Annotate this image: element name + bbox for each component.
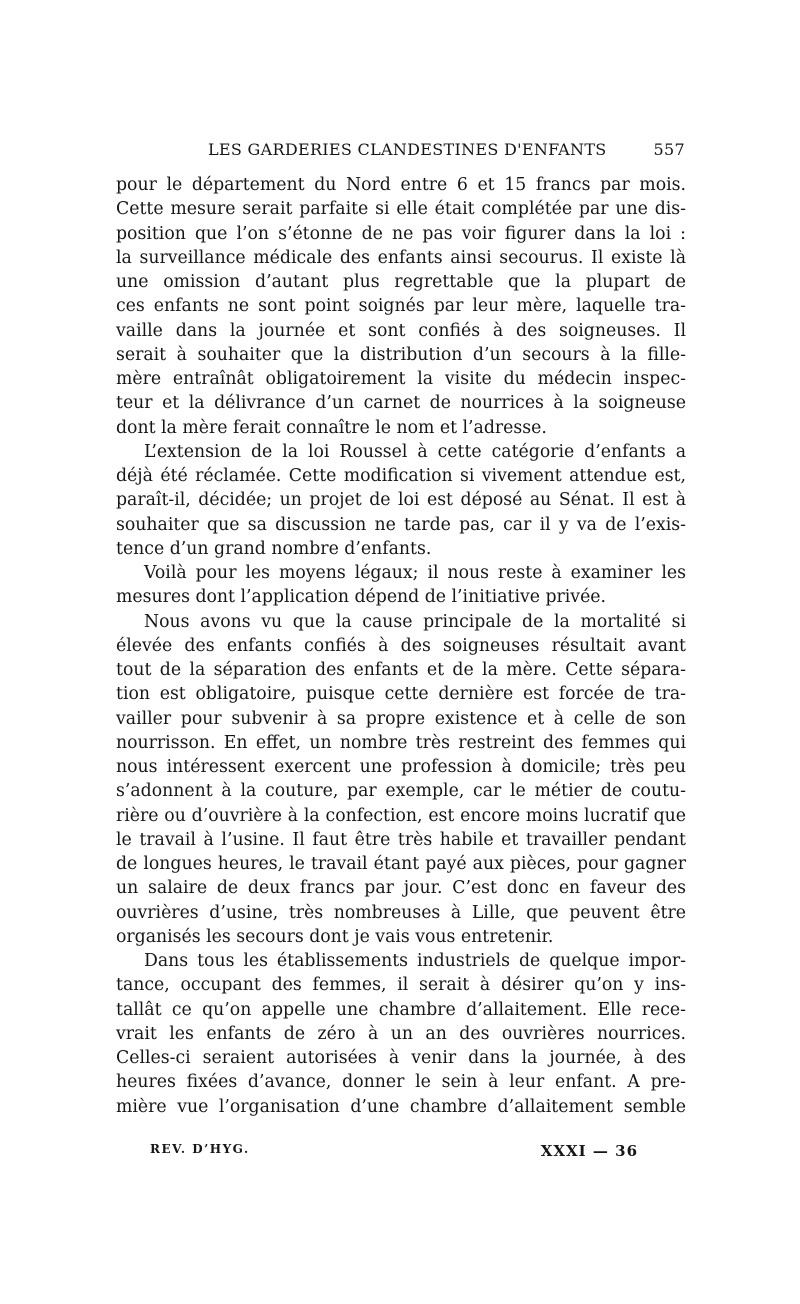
text-line: Cette mesure serait parfaite si elle était complétée par une dis- [116,199,686,220]
signature-mark: XXXI — 36 [540,1142,638,1160]
text-line: mière vue l’organisation d’une chambre d’allaitement semble [116,1096,686,1117]
text-line: Voilà pour les moyens légaux; il nous reste à examiner les [144,563,686,583]
text-line: nourrisson. En effet, un nombre très restreint des femmes qui [116,732,686,753]
text-line: nous intéressent exercent une profession à domicile; très peu [116,757,686,777]
text-line: Nous avons vu que la cause principale de la mortalité si [144,611,686,632]
text-line: vaille dans la journée et sont confiés à des soigneuses. Il [116,320,686,341]
text-line: paraît-il, décidée; un projet de loi est déposé au Sénat. Il est à [116,490,686,511]
text-line: tence d’un grand nombre d’enfants. [116,538,432,559]
text-line: s’adonnent à la couture, par exemple, car le métier de coutu- [116,781,686,802]
journal-abbreviation: REV. D’HYG. [150,1142,250,1156]
text-line: Dans tous les établissements industriels de quelque impor- [144,951,686,971]
footer [150,1142,638,1166]
text-line: position que l’on s’étonne de ne pas voir figurer dans la loi : [116,223,686,244]
text-line: souhaiter que sa discussion ne tarde pas, car il y va de l’exis- [116,514,686,535]
text-line: vailler pour subvenir à sa propre existence et à celle de son [116,708,686,729]
text-line: de longues heures, le travail étant payé aux pièces, pour gagner [116,854,686,874]
text-line: tallât ce qu’on appelle une chambre d’allaitement. Elle rece- [116,999,686,1020]
text-line: élevée des enfants confiés à des soigneuses résultait avant [116,635,686,656]
text-line: pour le département du Nord entre 6 et 15 francs par mois. [116,175,686,195]
text-line: Celles-ci seraient autorisées à venir dans la journée, à des [116,1048,686,1068]
text-line: L’extension de la loi Roussel à cette catégorie d’enfants a [144,441,686,462]
text-line: ouvrières d’usine, très nombreuses à Lille, que peuvent être [116,902,686,923]
text-line: mesures dont l’application dépend de l’initiative privée. [116,587,607,608]
text-line: organisés les secours dont je vais vous entretenir. [116,926,554,947]
text-line: tion est obligatoire, puisque cette dernière est forcée de tra- [116,684,686,705]
text-line: une omission d’autant plus regrettable que la plupart de [116,272,686,292]
text-line: vrait les enfants de zéro à un an des ouvrières nourrices. [116,1023,686,1044]
text-line: déjà été réclamée. Cette modification si vivement attendue est, [116,466,686,486]
text-line: dont la mère ferait connaître le nom et l’adresse. [116,417,547,438]
text-line: tout de la séparation des enfants et de la mère. Cette sépara- [116,660,686,680]
running-title: LES GARDERIES CLANDESTINES D'ENFANTS [208,140,607,159]
text-line: le travail à l’usine. Il faut être très habile et travailler pendant [116,829,686,850]
text-line: heures fixées d’avance, donner le sein à leur enfant. A pre- [116,1072,686,1093]
page-number: 557 [653,140,685,159]
text-line: rière ou d’ouvrière à la confection, est encore moins lucratif que [116,805,686,826]
body-text [116,173,686,1119]
text-line: tance, occupant des femmes, il serait à désirer qu’on y ins- [116,975,686,996]
text-line: la surveillance médicale des enfants ainsi secourus. Il existe là [116,247,686,268]
text-line: ces enfants ne sont point soignés par leur mère, laquelle tra- [116,296,686,317]
text-line: serait à souhaiter que la distribution d’un secours à la fille- [116,344,686,365]
running-header [120,140,685,164]
text-line: un salaire de deux francs par jour. C’est donc en faveur des [116,878,686,899]
text-line: mère entraînât obligatoirement la visite du médecin inspec- [116,369,686,389]
text-line: teur et la délivrance d’un carnet de nourrices à la soigneuse [116,393,686,414]
